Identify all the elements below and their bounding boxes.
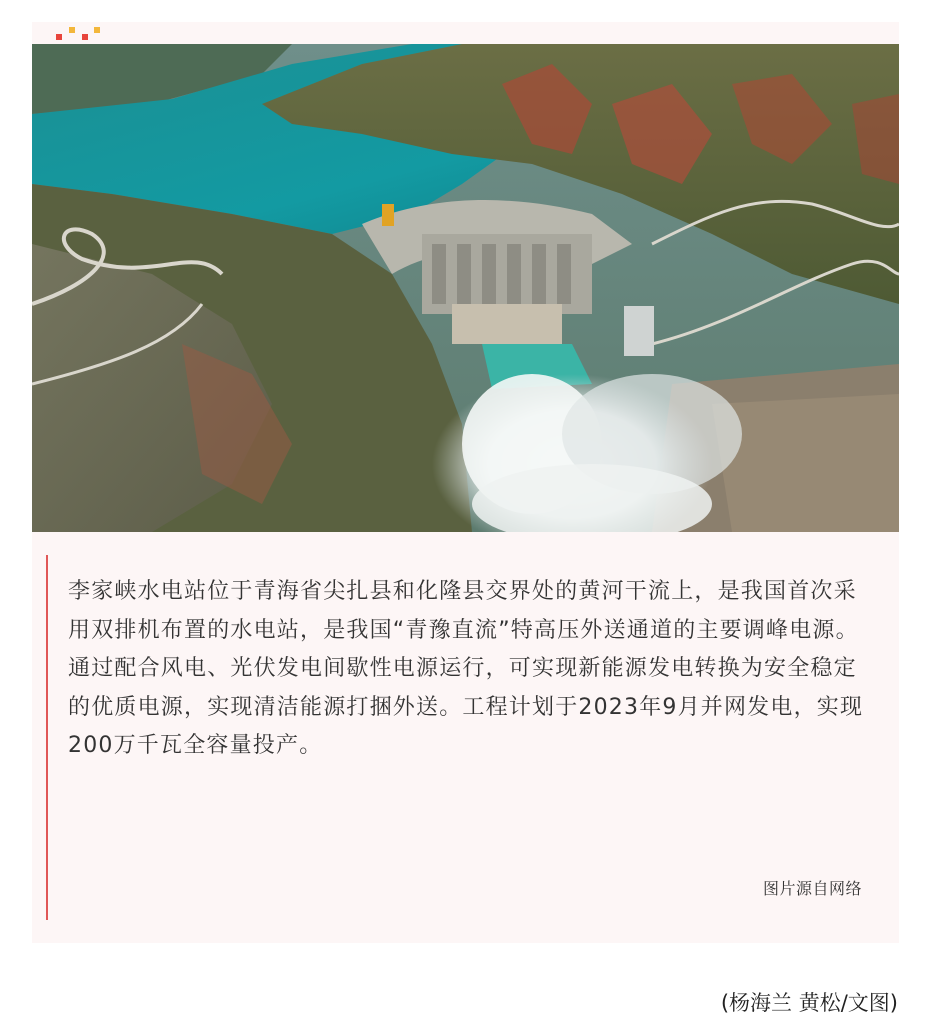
dot-yellow-1 (69, 27, 75, 33)
dot-yellow-2 (94, 27, 100, 33)
article-paragraph: 李家峡水电站位于青海省尖扎县和化隆县交界处的黄河干流上，是我国首次采用双排机布置的水电站，是我国“青豫直流”特高压外送通道的主要调峰电源。通过配合风电、光伏发电间歇性电源运行，可实现新能源发电转换为安全稳定的优质电源，实现清洁能源打捆外送。工程计划于2023年9月并网发电，实现200万千瓦全容量投产。 (68, 579, 864, 758)
dot-red-1 (56, 34, 62, 40)
image-source-caption: 图片源自网络 (762, 879, 862, 898)
decorative-dots (56, 25, 106, 43)
dam-aerial-photo (32, 44, 899, 532)
dot-red-2 (82, 34, 88, 40)
quote-accent-bar (46, 555, 48, 920)
author-byline: (杨海兰 黄松/文图) (720, 991, 898, 1015)
